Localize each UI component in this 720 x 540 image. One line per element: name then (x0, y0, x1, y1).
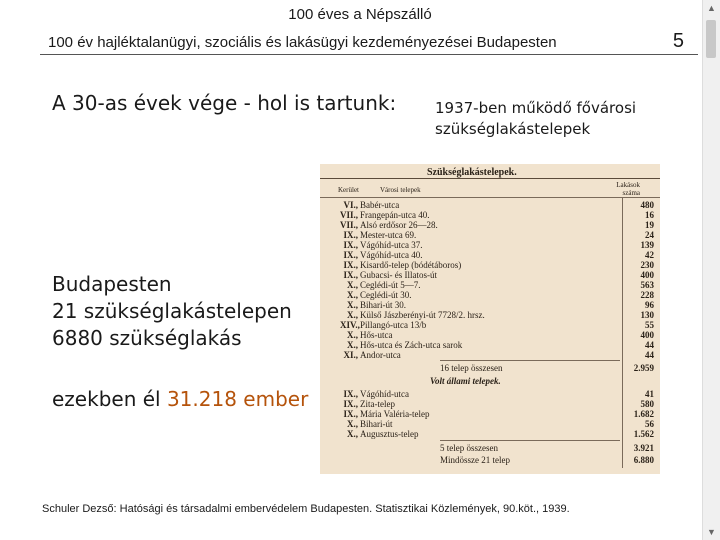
scanned-table (320, 164, 660, 474)
count-cell: 130 (640, 310, 654, 320)
table-row (320, 230, 660, 240)
slide-subtitle: 100 év hajléktalanügyi, szociális és lakásügyi kezdeményezései Budapesten (48, 34, 557, 51)
district-cell: VII., (340, 210, 359, 220)
total-label: Mindössze 21 telep (440, 455, 510, 465)
name-cell: Vágóhíd-utca (360, 389, 409, 399)
population-suffix: ember (236, 387, 309, 411)
district-cell: IX., (343, 240, 358, 250)
table-row (320, 340, 660, 350)
district-cell: X., (347, 310, 358, 320)
name-cell: Ceglédi-út 30. (360, 290, 412, 300)
count-cell: 480 (640, 200, 654, 210)
district-cell: X., (347, 280, 358, 290)
name-cell: Frangepán-utca 40. (360, 210, 430, 220)
subtotal-label: 16 telep összesen (440, 363, 503, 373)
district-cell: IX., (343, 230, 358, 240)
name-cell: Mária Valéria-telep (360, 409, 430, 419)
name-cell: Bihari-út 30. (360, 300, 406, 310)
table-row (320, 320, 660, 330)
population-number: 31.218 (166, 387, 237, 411)
district-cell: X., (347, 330, 358, 340)
scroll-up-icon[interactable]: ▲ (707, 3, 716, 13)
name-cell: Hős-utca (360, 330, 393, 340)
scrollbar-thumb[interactable] (706, 20, 716, 58)
table-row (320, 300, 660, 310)
table-row (320, 200, 660, 210)
column-header-count: Lakások száma (616, 181, 640, 197)
population-line (52, 387, 308, 411)
count-cell: 19 (645, 220, 654, 230)
name-cell: Augusztus-telep (360, 429, 419, 439)
subtotal-value: 2.959 (633, 363, 654, 373)
total-row (320, 455, 660, 465)
count-cell: 44 (645, 340, 654, 350)
table-row (320, 429, 660, 439)
count-cell: 1.682 (633, 409, 654, 419)
subtotal-label: 5 telep összesen (440, 443, 498, 453)
source-citation: Schuler Dezső: Hatósági és társadalmi embervédelem Budapesten. Statisztikai Közlemények, 90.köt., 1939. (42, 503, 570, 515)
count-cell: 16 (645, 210, 654, 220)
district-cell: X., (347, 419, 358, 429)
section-heading: A 30-as évek vége - hol is tartunk: (52, 91, 397, 115)
count-cell: 400 (640, 270, 654, 280)
table-row (320, 290, 660, 300)
table-row (320, 220, 660, 230)
section-row (320, 376, 660, 386)
page-number: 5 (672, 30, 684, 52)
subtotal-value: 3.921 (633, 443, 654, 453)
stats-line-city: Budapesten (52, 272, 172, 296)
table-row (320, 210, 660, 220)
name-cell: Pillangó-utca 13/b (360, 320, 427, 330)
table-rule (320, 178, 660, 179)
name-cell: Alsó erdősor 26—28. (360, 220, 438, 230)
scanned-table-title: Szükséglakástelepek. (427, 167, 517, 178)
vertical-scrollbar[interactable] (702, 0, 720, 540)
district-cell: VII., (340, 220, 359, 230)
table-row (320, 260, 660, 270)
count-cell: 55 (645, 320, 654, 330)
count-cell: 56 (645, 419, 654, 429)
stats-line-dwellings: 6880 szükséglakás (52, 326, 242, 350)
subtotal-row (320, 363, 660, 373)
district-cell: IX., (343, 260, 358, 270)
column-header-district: Kerület (338, 186, 359, 194)
district-cell: IX., (343, 250, 358, 260)
name-cell: Külső Jászberényi-út 7728/2. hrsz. (360, 310, 485, 320)
count-cell: 400 (640, 330, 654, 340)
slide-title: 100 éves a Népszálló (288, 6, 432, 23)
name-cell: Vágóhíd-utca 40. (360, 250, 423, 260)
count-cell: 139 (640, 240, 654, 250)
count-cell: 228 (640, 290, 654, 300)
total-value: 6.880 (633, 455, 654, 465)
table-row (320, 280, 660, 290)
count-cell: 24 (645, 230, 654, 240)
name-cell: Kisardő-telep (bódétáboros) (360, 260, 462, 270)
table-caption (435, 98, 636, 140)
count-cell: 42 (645, 250, 654, 260)
district-cell: XI., (343, 350, 358, 360)
district-cell: X., (347, 290, 358, 300)
count-cell: 563 (640, 280, 654, 290)
name-cell: Hős-utca és Zách-utca sarok (360, 340, 463, 350)
district-cell: IX., (343, 389, 358, 399)
count-cell: 230 (640, 260, 654, 270)
subtotal-row (320, 443, 660, 453)
table-rule (320, 197, 660, 198)
name-cell: Andor-utca (360, 350, 401, 360)
table-row (320, 240, 660, 250)
district-cell: XIV., (340, 320, 360, 330)
table-row (320, 399, 660, 409)
name-cell: Gubacsi- és Illatos-út (360, 270, 437, 280)
count-cell: 1.562 (633, 429, 654, 439)
table-row (320, 389, 660, 399)
stats-line-settlements: 21 szükséglakástelepen (52, 299, 292, 323)
table-row (320, 250, 660, 260)
district-cell: X., (347, 429, 358, 439)
count-cell: 44 (645, 350, 654, 360)
scroll-down-icon[interactable]: ▼ (707, 527, 716, 537)
column-header-name: Városi telepek (380, 186, 421, 194)
population-prefix: ezekben él (52, 387, 167, 411)
district-cell: VI., (343, 200, 358, 210)
count-cell: 96 (645, 300, 654, 310)
table-row (320, 419, 660, 429)
table-rule (440, 440, 620, 441)
table-caption-line2: szükséglakástelepek (435, 120, 591, 138)
district-cell: IX., (343, 409, 358, 419)
district-cell: X., (347, 340, 358, 350)
table-row (320, 310, 660, 320)
table-row (320, 409, 660, 419)
name-cell: Babér-utca (360, 200, 400, 210)
name-cell: Vágóhíd-utca 37. (360, 240, 423, 250)
table-caption-line1: 1937-ben működő fővárosi (435, 99, 637, 117)
section-title: Volt állami telepek. (430, 376, 501, 386)
header-divider (40, 54, 698, 55)
stats-block (52, 271, 292, 352)
name-cell: Bihari-út (360, 419, 393, 429)
table-row (320, 270, 660, 280)
district-cell: IX., (343, 399, 358, 409)
table-rule (440, 360, 620, 361)
name-cell: Zita-telep (360, 399, 395, 409)
table-row (320, 330, 660, 340)
table-row (320, 350, 660, 360)
name-cell: Ceglédi-út 5—7. (360, 280, 421, 290)
name-cell: Mester-utca 69. (360, 230, 417, 240)
district-cell: X., (347, 300, 358, 310)
count-cell: 580 (640, 399, 654, 409)
count-cell: 41 (645, 389, 654, 399)
district-cell: IX., (343, 270, 358, 280)
